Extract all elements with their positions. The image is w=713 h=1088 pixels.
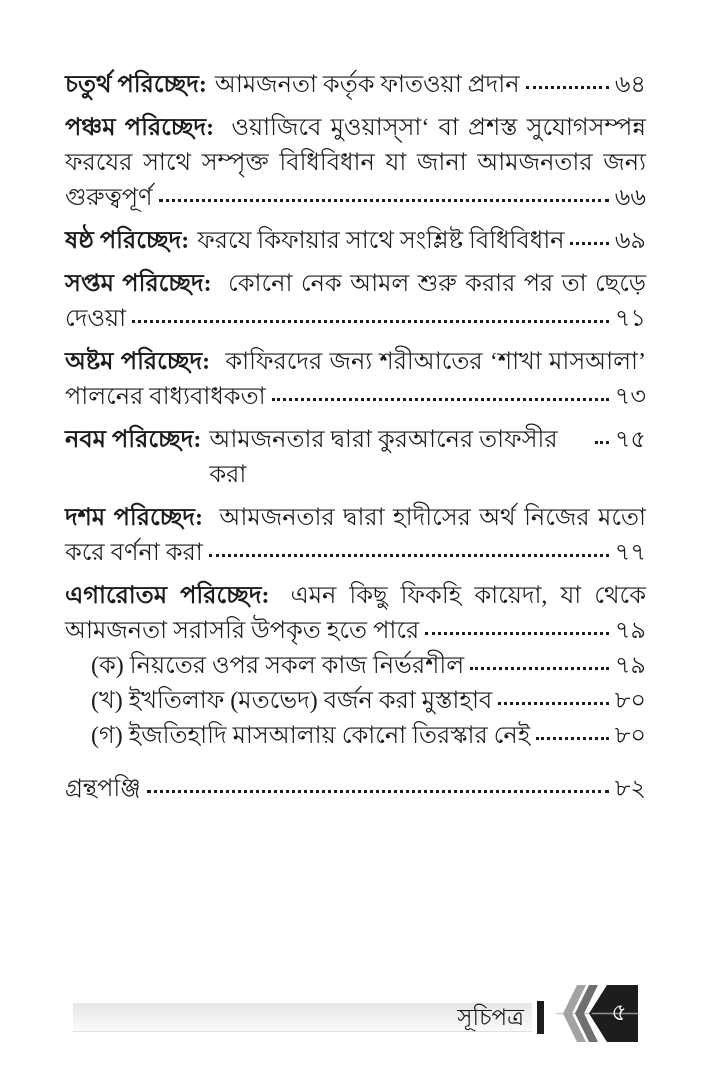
toc-entry-line [65,501,646,536]
toc-entry-row [65,224,646,259]
entry-title: আমজনতার দ্বারা হাদীসের অর্থ নিজের মতো [219,505,646,531]
dot-leader [425,632,609,635]
toc-entry [65,579,646,649]
page-number: ৮০ [614,723,646,749]
toc-entry-line [65,267,646,302]
toc-entry-line [65,345,646,380]
entry-title: কোনো নেক আমল শুরু করার পর তা ছেড়ে [228,271,646,297]
entry-title: (গ) ইজতিহাদি মাসআলায় কোনো তিরস্কার নেই [91,723,531,749]
dot-leader [159,199,609,202]
toc-entry-row [65,68,646,103]
toc-subentry [65,684,646,719]
entry-title-tail: করে বর্ণনা করা [65,540,203,566]
toc-list [65,68,646,815]
toc-entry [65,111,646,216]
entry-title: কাফিরদের জন্য শরীআতের ‘শাখা মাসআলা’ [225,349,647,375]
toc-entry-row [65,302,646,337]
toc-entry-line [65,579,646,614]
entry-title-tail: আমজনতা সরাসরি উপকৃত হতে পারে [65,618,420,644]
toc-entry-row [65,772,646,807]
dot-leader [526,86,609,89]
chapter-label: অষ্টম পরিচ্ছেদ: [65,349,211,375]
toc-entry-row [65,649,646,684]
page-number: ৭৭ [614,540,646,566]
toc-entry-line: ফরযের সাথে সম্পৃক্ত বিধিবিধান যা জানা আমজনতার জন্য [65,150,646,176]
page-number: ৭৩ [614,384,646,410]
footer-page-number: ৫ [611,1000,627,1026]
entry-title: (খ) ইখতিলাফ (মতভেদ) বর্জন করা মুস্তাহাব [91,688,493,714]
page-number: ৮২ [614,776,646,802]
toc-entry-row [65,614,646,649]
toc-entry [65,501,646,571]
entry-title: আমজনতার দ্বারা কুরআনের তাফসীর করা [209,427,558,488]
entry-title: ফরযে কিফায়ার সাথে সংশ্লিষ্ট বিধিবিধান [197,228,565,254]
page-number: ৬৯ [614,228,646,254]
toc-entry-row [65,181,646,216]
toc-subentry [65,649,646,684]
chapter-label: চতুর্থ পরিচ্ছেদ: [65,72,207,98]
dot-leader [536,737,609,740]
entry-title: (ক) নিয়তের ওপর সকল কাজ নির্ভরশীল [91,653,465,679]
toc-entry-row [65,536,646,571]
toc-subentry [65,719,646,754]
toc-entry-row [65,380,646,415]
page-number: ৬৬ [614,185,646,211]
entry-title-tail: গুরুত্বপূর্ণ [65,185,153,211]
page-number: ৭৯ [614,618,646,644]
chapter-label: পঞ্চম পরিচ্ছেদ: [65,115,215,141]
chapter-label: দশম পরিচ্ছেদ: [65,505,203,531]
footer-section-label: সূচিপত্র [457,1005,524,1030]
footer-bar [73,1003,532,1032]
toc-entry [65,267,646,337]
entry-title: এমন কিছু ফিকহি কায়েদা, যা থেকে [290,583,646,609]
dot-leader [595,441,609,444]
toc-entry [65,68,646,103]
dot-leader [272,398,609,401]
toc-entry [65,423,646,493]
page-number: ৮০ [614,688,646,714]
toc-entry-line [65,111,646,146]
toc-entry-row [65,423,646,493]
dot-leader [132,320,609,323]
dot-leader [470,667,609,670]
chapter-label: ষষ্ঠ পরিচ্ছেদ: [65,228,190,254]
page-number: ৭৯ [614,653,646,679]
chapter-label: এগারোতম পরিচ্ছেদ: [65,583,270,609]
entry-title: আমজনতা কর্তৃক ফাতওয়া প্রদান [214,72,520,98]
page-number: ৭৫ [614,427,646,453]
chapter-label: নবম পরিচ্ছেদ: [65,427,202,453]
toc-entry [65,772,646,807]
toc-entry-row [65,719,646,754]
page-number: ৬৪ [614,72,646,98]
toc-entry [65,345,646,415]
toc-entry-row [65,684,646,719]
dot-leader [209,554,609,557]
footer-divider [537,1001,544,1034]
entry-title: গ্রন্থপঞ্জি [65,776,141,802]
chapter-label: সপ্তম পরিচ্ছেদ: [65,271,212,297]
page-number: ৭১ [614,306,646,332]
toc-entry [65,224,646,259]
entry-title-tail: পালনের বাধ্যবাধকতা [65,384,266,410]
entry-title-tail: দেওয়া [65,306,127,332]
entry-title: ওয়াজিবে মুওয়াস্সা‘ বা প্রশস্ত সুযোগসম্পন্ন [231,115,647,141]
dot-leader [570,242,608,245]
dot-leader [147,790,609,793]
dot-leader [498,702,609,705]
